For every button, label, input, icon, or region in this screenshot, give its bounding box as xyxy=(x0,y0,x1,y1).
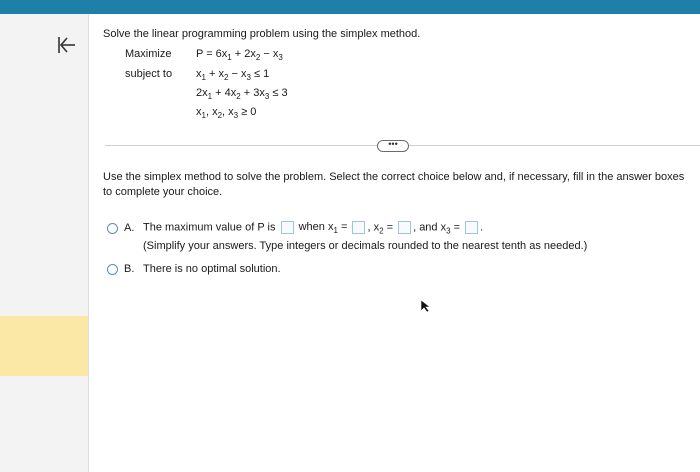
when-label: when $x_1$ = xyxy=(298,221,348,236)
constraint-2: $2x_1 + 4x_2 + 3x_3 \le 3$ xyxy=(196,87,288,102)
objective-function: $P = 6x_1 + 2x_2 - x_3$ xyxy=(196,48,283,63)
choice-a-text-start: The maximum value of P is xyxy=(143,221,276,234)
choice-b-text: There is no optimal solution. xyxy=(143,263,281,275)
choice-a-note: (Simplify your answers. Type integers or decimals rounded to the nearest tenth as needed.) xyxy=(143,240,588,252)
choice-a-letter: A. xyxy=(124,222,135,234)
back-to-start-icon[interactable] xyxy=(56,34,78,56)
x2-input[interactable] xyxy=(398,221,411,234)
maximize-label: Maximize xyxy=(125,48,172,60)
main-content xyxy=(89,14,700,472)
sidebar-highlight xyxy=(0,316,88,376)
problem-instruction: Solve the linear programming problem using the simplex method. xyxy=(103,28,421,40)
constraint-1: $x_1 + x_2 - x_3 \le 1$ xyxy=(196,68,270,83)
subject-to-label: subject to xyxy=(125,68,173,80)
more-button[interactable]: ••• xyxy=(377,140,409,152)
choice-a-radio[interactable] xyxy=(107,223,118,234)
mouse-pointer-icon xyxy=(420,299,432,313)
question-line-2: to complete your choice. xyxy=(103,186,223,198)
top-bar xyxy=(0,0,700,14)
max-p-input[interactable] xyxy=(281,221,294,234)
left-sidebar xyxy=(0,14,89,472)
choice-a-text: The maximum value of P is when $x_1$ = , $x_2$ = , and $x_3$ = . xyxy=(143,221,484,236)
choice-b-radio[interactable] xyxy=(107,264,118,275)
x1-input[interactable] xyxy=(352,221,365,234)
choice-b-letter: B. xyxy=(124,263,135,275)
question-line-1: Use the simplex method to solve the problem. Select the correct choice below and, if necessary, fill in the answer boxes xyxy=(103,171,685,183)
constraint-3: $x_1$, $x_2$, $x_3 \ge 0$ xyxy=(196,106,257,121)
x3-input[interactable] xyxy=(465,221,478,234)
